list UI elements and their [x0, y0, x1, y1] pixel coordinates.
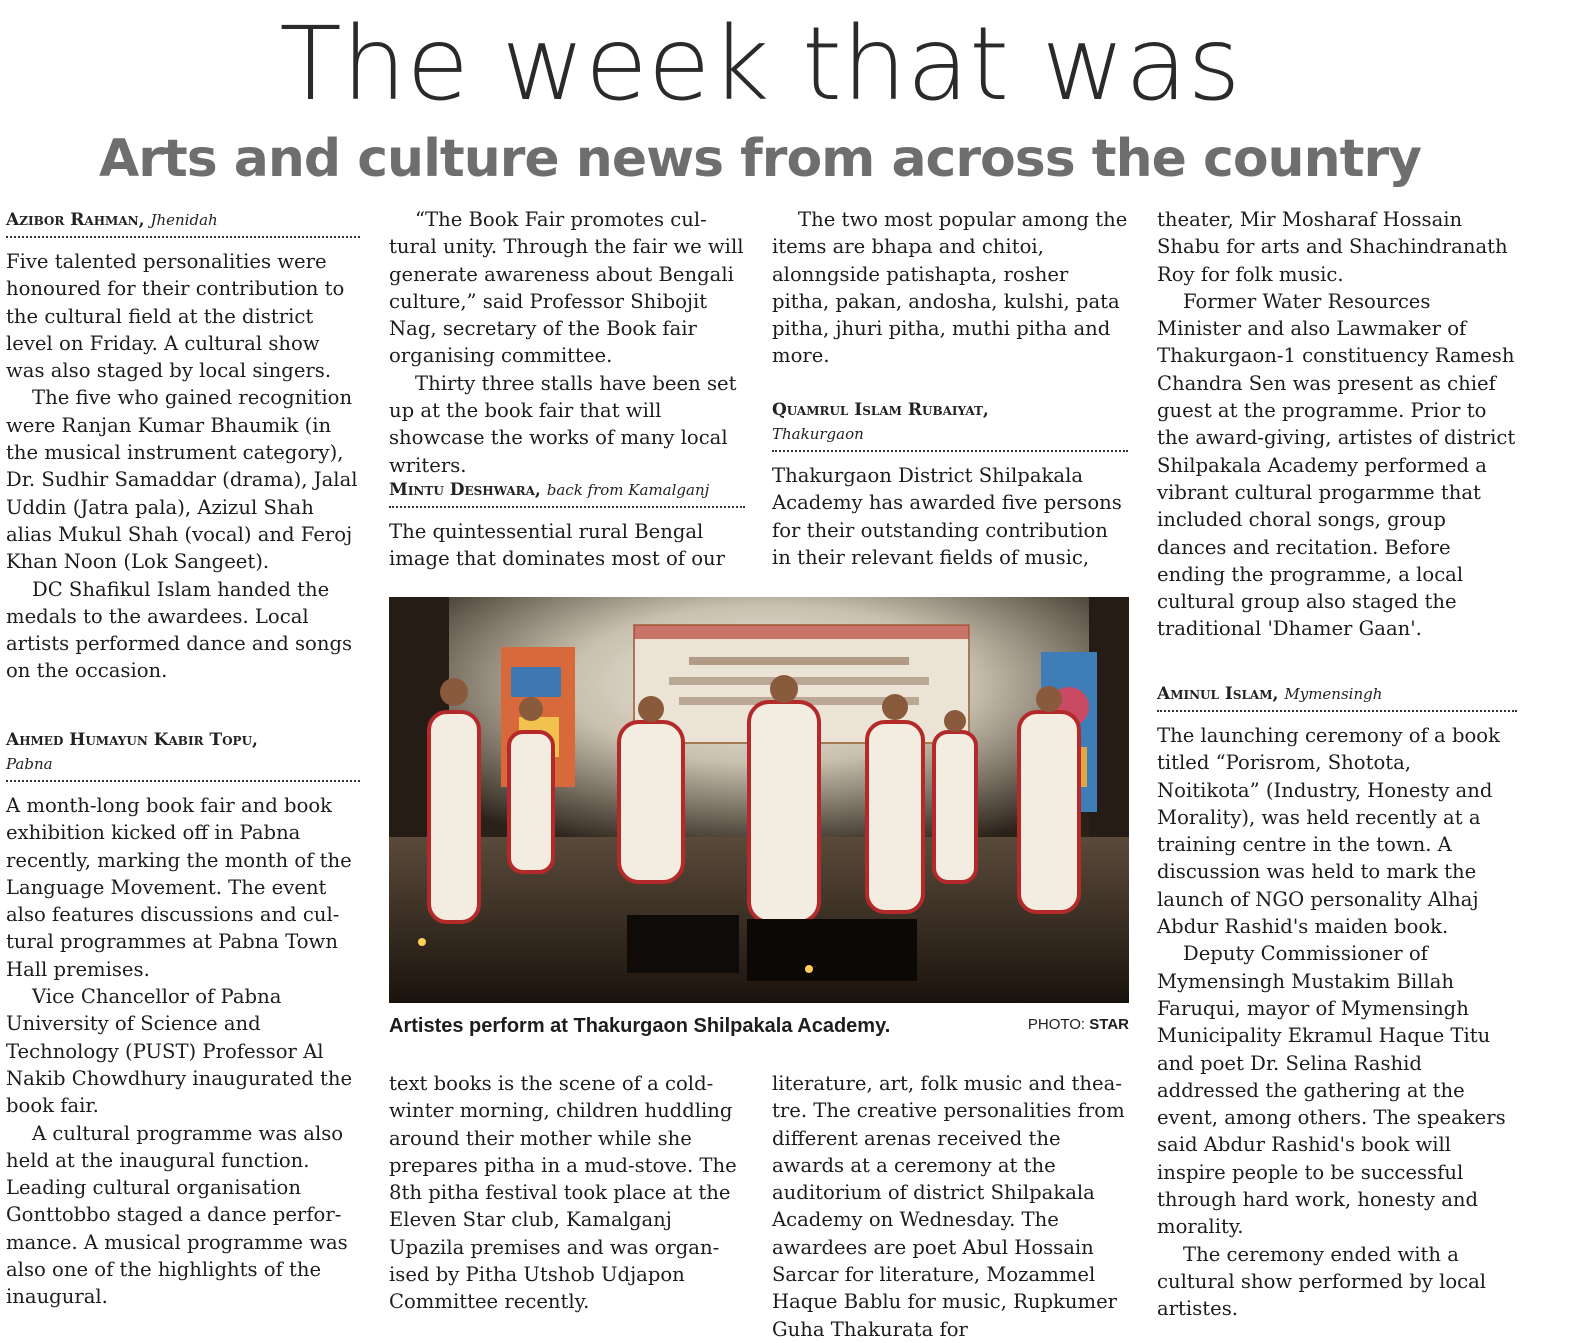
page-title: The week that was	[279, 5, 1241, 124]
byline-place: back from Kamalganj	[546, 481, 710, 499]
article-paragraph: A month-long book fair and book exhibition kicked off in Pabna recently, marking the month of the Language Movement. The event also features discussions and cul-tural programmes at Pabna Town Hall premises.	[6, 794, 352, 981]
byline	[1157, 682, 1517, 706]
article-paragraph: literature, art, folk music and thea-tre. The creative personalities from different arenas received the awards at a ceremony at the auditorium of district Shilpakala Academy on Wednesday. The awardees are poet Abul Hossain Sarcar for literature, Mozammel Haque Bablu for music, Rupkumer Guha Thakurata for	[772, 1072, 1125, 1341]
article-mymensingh	[1157, 682, 1517, 1323]
byline-place: Thakurgaon	[772, 425, 864, 443]
byline-author: Quamrul Islam Rubaiyat,	[772, 400, 989, 420]
byline-divider	[6, 780, 360, 782]
byline-author: Ahmed Humayun Kabir Topu,	[6, 730, 258, 750]
byline-divider	[772, 450, 1128, 452]
article-paragraph: Thakurgaon District Shilpakala Academy has awarded five persons for their outstanding contribution in their relevant fields of music,	[772, 464, 1122, 569]
byline	[6, 728, 360, 776]
byline-place: Jhenidah	[150, 211, 218, 229]
article-jhenidah	[6, 208, 360, 685]
stage-performance-photo	[389, 597, 1129, 1003]
article-paragraph: Vice Chancellor of Pabna University of Science and Technology (PUST) Professor Al Nakib Chowdhury inaugurated the book fair.	[6, 985, 353, 1118]
dance-scene-illustration	[389, 597, 1129, 1003]
article-kamalganj-continued	[389, 1070, 745, 1316]
article-kamalganj	[389, 478, 745, 573]
article-thakurgaon-continued	[772, 1070, 1128, 1343]
byline	[389, 478, 745, 502]
byline-divider	[6, 236, 360, 238]
article-paragraph: theater, Mir Mosharaf Hossain Shabu for arts and Shachindranath Roy for folk music.	[1157, 208, 1508, 286]
byline	[772, 398, 1128, 446]
credit-source: STAR	[1089, 1016, 1129, 1033]
article-paragraph: DC Shafikul Islam handed the medals to the awardees. Local artists performed dance and songs on the occasion.	[6, 577, 353, 683]
byline-divider	[1157, 710, 1517, 712]
article-paragraph: A cultural programme was also held at the inaugural function. Leading cultural organisation Gonttobbo staged a dance perfor-mance. A musical programme was also one of the highlights of the inaugural.	[6, 1121, 348, 1309]
byline-place: Mymensingh	[1284, 685, 1383, 703]
article-paragraph: text books is the scene of a cold-winter morning, children huddling around their mother while she prepares pitha in a mud-stove. The 8th pitha festival took place at the Eleven Star club, Kamalganj Upazila premises and was organ-ised by Pitha Utshob Udjapon Committee recently.	[389, 1072, 737, 1314]
article-kamalganj-end	[772, 206, 1128, 370]
article-paragraph: The launching ceremony of a book titled “Porisrom, Shotota, Noitikota” (Industry, Honesty and Morality), was held recently at a training centre in the town. A discussion was held to mark the launch of NGO personality Alhaj Abdur Rashid's maiden book.	[1157, 724, 1500, 939]
byline	[6, 208, 360, 232]
article-paragraph: Thirty three stalls have been set up at the book fair that will showcase the works of many local writers.	[389, 371, 737, 477]
photo-credit	[1028, 1014, 1129, 1036]
article-pabna-continued	[389, 206, 745, 479]
article-paragraph: Five talented personalities were honoured for their contribution to the cultural field at the district level on Friday. A cultural show was also staged by local singers.	[6, 250, 345, 383]
byline-author: Aminul Islam,	[1157, 684, 1279, 704]
credit-label: PHOTO:	[1027, 1016, 1086, 1033]
article-paragraph: Former Water Resources Minister and also Lawmaker of Thakurgaon-1 constituency Ramesh Chandra Sen was present as chief guest at the programme. Prior to the award-giving, artistes of district Shilpakala Academy performed a vibrant cultural progarmme that included choral songs, group dances and recitation. Before ending the programme, a local cultural group also staged the traditional 'Dhamer Gaan'.	[1157, 289, 1516, 641]
page-subtitle: Arts and culture news from across the country	[99, 129, 1421, 189]
article-pabna	[6, 728, 360, 1311]
article-paragraph: The quintessential rural Bengal image that dominates most of our	[389, 520, 726, 571]
caption-text: Artistes perform at Thakurgaon Shilpakala Academy.	[389, 1015, 891, 1037]
article-paragraph: The ceremony ended with a cultural show performed by local artistes.	[1157, 1242, 1487, 1321]
byline-author: Azibor Rahman,	[6, 210, 145, 230]
byline-place: Pabna	[6, 755, 53, 773]
byline-author: Mintu Deshwara,	[389, 480, 541, 500]
article-paragraph: The five who gained recognition were Ranjan Kumar Bhaumik (in the musical instrument category), Dr. Sudhir Samaddar (drama), Jalal Uddin (Jatra pala), Azizul Shah alias Mukul Shah (vocal) and Feroj Khan Noon (Lok Sangeet).	[6, 386, 358, 574]
article-paragraph: The two most popular among the items are bhapa and chitoi, alonngside patishapta, rosher pitha, pakan, andosha, kulshi, pata pitha, jhuri pitha, muthi pitha and more.	[772, 208, 1128, 368]
article-paragraph: “The Book Fair promotes cul-tural unity. Through the fair we will generate awareness about Bengali culture,” said Professor Shibojit Nag, secretary of the Book fair organising committee.	[389, 208, 744, 368]
article-paragraph: Deputy Commissioner of Mymensingh Mustakim Billah Faruqui, mayor of Mymensingh Municipality Ekramul Haque Titu and poet Dr. Selina Rashid addressed the gathering at the event, among others. The speakers said Abdur Rashid's book will inspire people to be successful through hard work, honesty and morality.	[1157, 942, 1506, 1239]
byline-divider	[389, 506, 745, 508]
article-thakurgaon	[772, 398, 1128, 571]
photo-caption	[389, 1012, 1129, 1042]
article-thakurgaon-end	[1157, 206, 1517, 643]
